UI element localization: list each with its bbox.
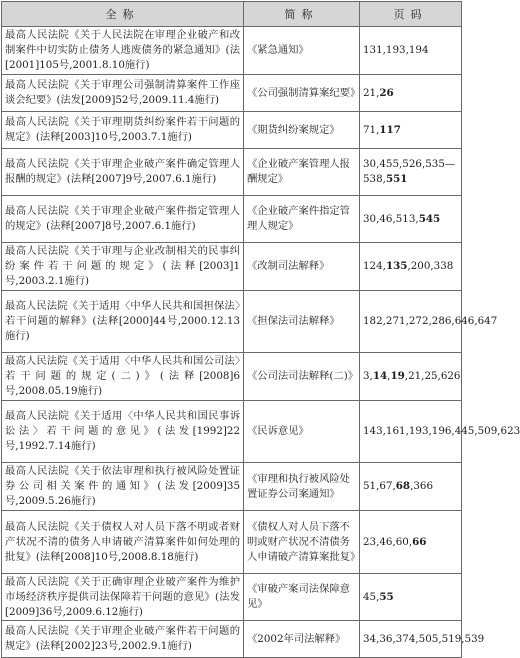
table-body	[2, 27, 520, 658]
header-short-name: 简称	[244, 2, 360, 27]
page-number: 21,	[363, 86, 380, 99]
page-numbers-cell	[360, 574, 462, 621]
bold-page-number: 19	[390, 370, 405, 382]
page-number: 124,	[363, 260, 386, 272]
full-name-cell: 最高人民法院《关于适用〈中华人民共和国担保法〉若干问题的解释》(法释[2000]44号,2000.12.13施行)	[2, 291, 244, 353]
table-row	[2, 149, 462, 196]
bold-page-number: 14	[372, 370, 388, 382]
short-name-cell: 《公司强制清算案纪要》	[244, 75, 360, 112]
page-numbers-cell	[360, 149, 462, 196]
page-numbers-cell	[360, 621, 485, 658]
header-full-name: 全称	[2, 2, 244, 27]
short-name-cell: 《企业破产案件指定管理人规定》	[244, 196, 360, 243]
page-number: 34,36,374,505,519,539	[363, 632, 485, 645]
short-name-cell: 《审理和执行被风险处置证券公司案通知》	[244, 463, 360, 511]
table-row	[2, 463, 462, 511]
bold-page-number: 117	[379, 123, 401, 136]
bold-page-number: 66	[412, 535, 427, 548]
header-page-numbers: 页码	[360, 2, 462, 27]
page-numbers-cell	[360, 75, 462, 112]
short-name-cell: 《企业破产案管理人报酬规定》	[244, 149, 360, 196]
page-number: 182,271,272,286,646,647	[363, 315, 498, 327]
page-numbers-cell	[360, 353, 462, 401]
full-name-cell: 最高人民法院《关于审理期货纠纷案件若干问题的规定》(法释[2003]10号,2003.7.1施行)	[2, 112, 244, 149]
bold-page-number: 26	[379, 86, 394, 99]
full-name-cell: 最高人民法院《关于债权人对人员下落不明或者财产状况不清的债务人申请破产清算案件如何处理的批复》(法释[2008]10号,2008.8.18施行)	[2, 511, 244, 574]
table-row	[2, 75, 462, 112]
page-numbers-cell	[360, 401, 520, 463]
bold-page-number: 545	[418, 212, 441, 225]
page-numbers-cell	[360, 112, 462, 149]
page-numbers-cell	[360, 196, 462, 243]
page-numbers-cell	[360, 243, 462, 291]
page-numbers-cell	[360, 27, 462, 75]
page-number: ,21,25,626	[404, 370, 461, 382]
table-row	[2, 196, 462, 243]
full-name-cell: 最高人民法院《关于适用〈中华人民共和国民事诉讼法〉若干问题的意见》(法发[1992]22号,1992.7.14施行)	[2, 401, 244, 463]
table-row	[2, 112, 462, 149]
short-name-cell: 《担保法司法解释》	[244, 291, 360, 353]
bold-page-number: 135	[385, 260, 408, 272]
table-row	[2, 243, 462, 291]
page-number: 30,46,513,	[363, 212, 419, 225]
table-row	[2, 511, 462, 574]
page-number: ,200,338	[407, 260, 454, 272]
header-row	[2, 2, 462, 27]
table-row	[2, 621, 462, 658]
page-number: 71,	[363, 123, 380, 136]
short-name-cell: 《民诉意见》	[244, 401, 360, 463]
page-number: 45,	[363, 590, 380, 603]
full-name-cell: 最高人民法院《关于人民法院在审理企业破产和改制案件中切实防止债务人逃废债务的紧急通知》(法[2001]105号,2001.8.10施行)	[2, 27, 244, 75]
page-number: 3,	[363, 370, 373, 382]
bold-page-number: 55	[379, 590, 394, 603]
short-name-cell: 《期货纠纷案规定》	[244, 112, 360, 149]
page-number: 51,67,	[363, 480, 396, 492]
table-row	[2, 27, 462, 75]
short-name-cell: 《改制司法解释》	[244, 243, 360, 291]
short-name-cell: 《公司法司法解释(二)》	[244, 353, 360, 401]
short-name-cell: 《债权人对人员下落不明或财产状况不清债务人申请破产清算案批复》	[244, 511, 360, 574]
full-name-cell: 最高人民法院《关于审理企业破产案件指定管理人的规定》(法释[2007]8号,2007.6.1施行)	[2, 196, 244, 243]
table-row	[2, 291, 462, 353]
short-name-cell: 《2002年司法解释》	[244, 621, 360, 658]
bold-page-number: 68	[395, 480, 411, 492]
page-number: ,366	[410, 480, 434, 492]
table-row	[2, 353, 462, 401]
abbreviation-table	[1, 1, 520, 658]
page-number: 131,193,194	[363, 44, 429, 56]
full-name-cell: 最高人民法院《关于依法审理和执行被风险处置证券公司相关案件的通知》(法发[2009]35号,2009.5.26施行)	[2, 463, 244, 511]
page-numbers-cell	[360, 511, 462, 574]
page-number: 143,161,193,196,445,509,623	[363, 425, 520, 437]
full-name-cell: 最高人民法院《关于适用〈中华人民共和国公司法〉若干问题的规定(二)》(法释[2008]6号,2008.05.19施行)	[2, 353, 244, 401]
full-name-cell: 最高人民法院《关于正确审理企业破产案件为维护市场经济秩序提供司法保障若干问题的意见》(法发[2009]36号,2009.6.12施行)	[2, 574, 244, 621]
full-name-cell: 最高人民法院《关于审理公司强制清算案件工作座谈会纪要》(法发[2009]52号,2009.11.4施行)	[2, 75, 244, 112]
short-name-cell: 《紧急通知》	[244, 27, 360, 75]
table-row	[2, 574, 462, 621]
bold-page-number: 551	[385, 173, 408, 185]
full-name-cell: 最高人民法院《关于审理企业破产案件确定管理人报酬的规定》(法释[2007]9号,2007.6.1施行)	[2, 149, 244, 196]
page-number: 23,46,60,	[363, 535, 413, 548]
full-name-cell: 最高人民法院《关于审理企业破产案件若干问题的规定》(法释[2002]23号,2002.9.1施行)	[2, 621, 244, 658]
page-numbers-cell	[360, 463, 462, 511]
short-name-cell: 《审破产案司法保障意见》	[244, 574, 360, 621]
page-number: ,	[387, 370, 391, 382]
full-name-cell: 最高人民法院《关于审理与企业改制相关的民事纠纷案件若干问题的规定》(法释[2003]1号,2003.2.1施行)	[2, 243, 244, 291]
page-number: 30,455,526,535—538,	[363, 158, 456, 185]
table-row	[2, 401, 462, 463]
page-numbers-cell	[360, 291, 498, 353]
